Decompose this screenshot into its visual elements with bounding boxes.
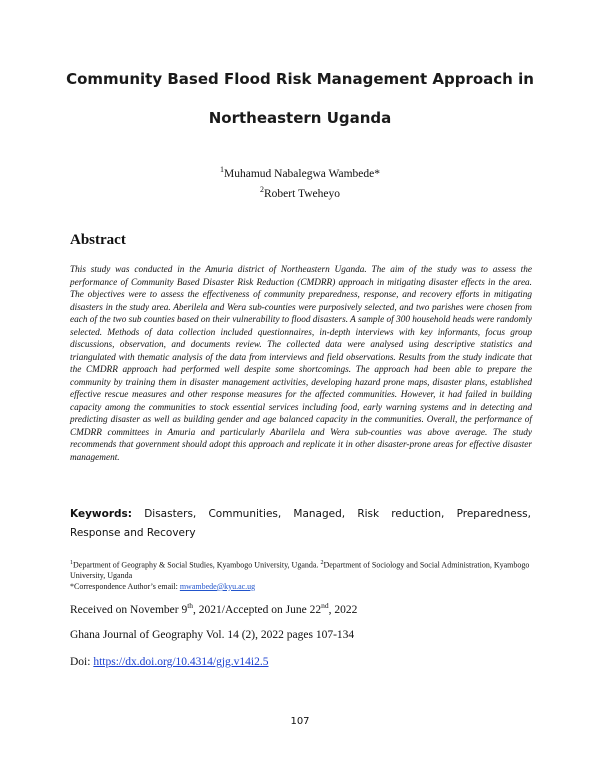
keywords-label: Keywords: bbox=[70, 508, 132, 520]
author-1-affiliation-marker: 1 bbox=[220, 165, 224, 174]
accepted-ordinal: nd bbox=[321, 601, 329, 610]
received-ordinal: th bbox=[187, 601, 194, 610]
affiliation-1: Department of Geography & Social Studies, Kyambogo University, Uganda. bbox=[73, 560, 321, 570]
keywords-list: Disasters, Communities, Managed, Risk reduction, Preparedness, Response and Recovery bbox=[70, 508, 531, 539]
keywords-section bbox=[70, 505, 531, 543]
paper-title-line-2: Northeastern Uganda bbox=[208, 109, 392, 127]
received-accepted-dates bbox=[70, 601, 357, 616]
affiliation-2: Department of Sociology and Social Administration, Kyambogo University, Uganda bbox=[70, 560, 530, 581]
footnote-marker-2: 2 bbox=[320, 560, 324, 566]
accepted-text: , 2021/Accepted on June 22 bbox=[193, 603, 322, 616]
abstract-heading: Abstract bbox=[70, 232, 126, 248]
affiliation-footnote bbox=[70, 558, 540, 592]
doi-label: Doi: bbox=[70, 656, 94, 668]
doi-link[interactable]: https://dx.doi.org/10.4314/gjg.v14i2.5 bbox=[93, 656, 269, 668]
footnote-marker-1: 1 bbox=[70, 560, 73, 566]
author-1-name: Muhamud Nabalegwa Wambede* bbox=[224, 167, 380, 180]
author-2-name: Robert Tweheyo bbox=[264, 187, 340, 200]
author-2-affiliation-marker: 2 bbox=[260, 185, 265, 194]
doi-line bbox=[70, 656, 269, 668]
author-1 bbox=[0, 165, 600, 180]
correspondence-label: *Correspondence Author’s email: bbox=[70, 581, 180, 591]
received-text: Received on November 9 bbox=[70, 603, 188, 616]
journal-citation: Ghana Journal of Geography Vol. 14 (2), 2022 pages 107-134 bbox=[70, 629, 355, 641]
accepted-year: , 2022 bbox=[328, 603, 358, 616]
page-number: 107 bbox=[290, 716, 310, 727]
abstract-body: This study was conducted in the Amuria district of Northeastern Uganda. The aim of the study was to assess the performance of Community Based Disaster Risk Reduction (CMDRR) approach in mitigating disaster effects in the area. The objectives were to assess the effectiveness of community preparedness, response, and recovery efforts in mitigating disasters in the study area. Aberilela and Wera sub-counties were purposively selected, and two parishes were chosen from each of the two sub counties based on their vulnerability to flood disasters. A sample of 300 household heads were randomly selected. Methods of data collection included questionnaires, in-depth interviews with key informants, focus group discussions, observation, and documents review. The collected data were analysed using descriptive statistics and triangulated with thematic analysis of the data from interviews and field observations. Results from the study indicate that the CMDRR approach had performed well despite some shortcomings. The approach had been able to prepare the community by training them in disaster management activities, developing hazard prone maps, disaster plans, established effective rescue measures and other response measures for the affected communities. However, it had failed in building capacity among the communities to stock essential services including food, early warning systems and in detecting and predicting disaster as well as building gender and age balanced capacity in the communities. Overall, the performance of CMDRR committees in Amuria and particularly Abarilela and Wera sub-counties was above average. The study recommends that government should adopt this approach and replicate it in other disaster-prone areas for effective disaster management. bbox=[70, 265, 532, 463]
paper-title-line-1: Community Based Flood Risk Management Approach in bbox=[66, 70, 534, 88]
correspondence-email-link[interactable]: mwambede@kyu.ac.ug bbox=[179, 581, 256, 591]
author-2 bbox=[0, 185, 600, 200]
